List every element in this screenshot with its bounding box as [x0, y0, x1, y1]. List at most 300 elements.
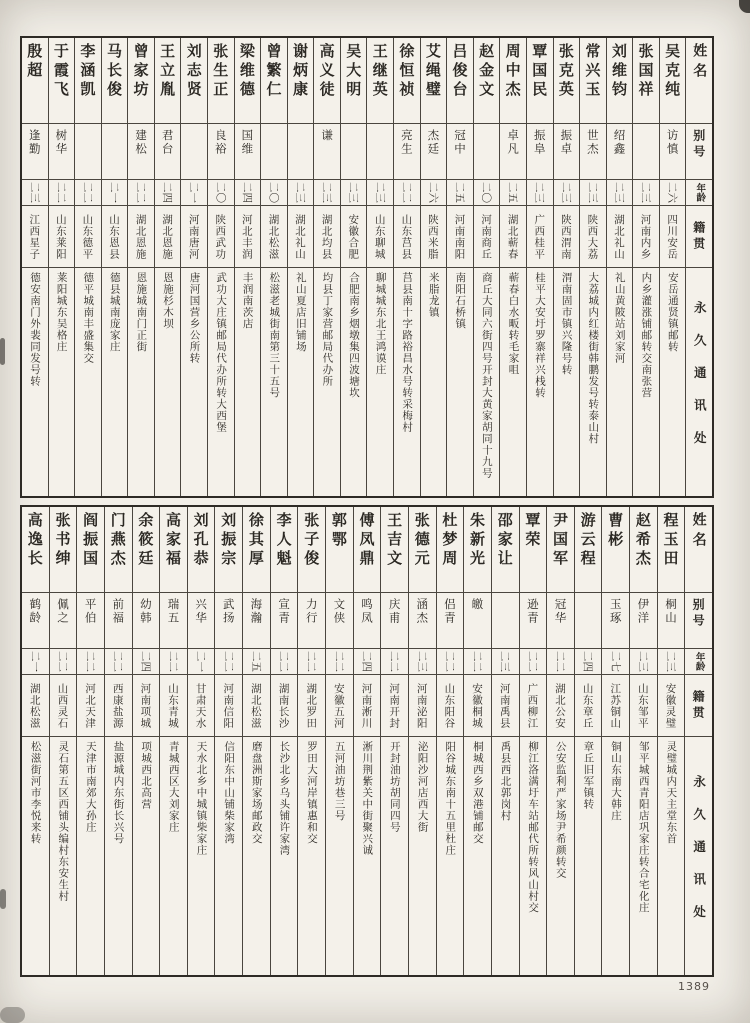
- person-alias: 伊洋: [636, 598, 651, 625]
- person-origin-cell: [421, 206, 447, 268]
- person-alias-cell: [630, 593, 657, 649]
- scan-artifact: [0, 1007, 25, 1023]
- person-name-cell: [500, 38, 526, 124]
- person-alias-cell: [271, 593, 298, 649]
- person-address: 德安南门外裴同发号转: [29, 272, 42, 387]
- scan-artifact: [739, 0, 750, 13]
- person-name-cell: [77, 507, 104, 593]
- person-address-cell: [520, 737, 547, 975]
- person-name-cell: [527, 38, 553, 124]
- person-alias-cell: [660, 124, 686, 180]
- person-age: 二四: [240, 182, 253, 203]
- person-origin: 河南开封: [388, 682, 401, 729]
- person-age-cell: [602, 649, 629, 675]
- person-origin: 河北丰润: [240, 213, 253, 260]
- person-address: 莒县南十字路裕昌水号转采梅村: [401, 272, 414, 433]
- person-address: 桐城西乡双港铺邮交: [471, 741, 484, 845]
- person-column: [446, 38, 473, 496]
- person-column: [420, 38, 447, 496]
- person-name: 张国祥: [636, 43, 655, 100]
- person-alias: 武扬: [221, 598, 236, 625]
- person-name: 于霞飞: [51, 43, 70, 100]
- person-address: 丰润南茨店: [241, 272, 254, 330]
- person-age: 二二: [553, 651, 566, 672]
- person-origin-cell: [105, 675, 132, 737]
- person-origin-cell: [527, 206, 553, 268]
- person-origin-cell: [314, 206, 340, 268]
- person-origin: 陕西武功: [214, 213, 227, 260]
- person-origin: 湖北松滋: [267, 213, 280, 260]
- person-origin: 湖北蕲春: [506, 213, 519, 260]
- person-address: 商丘大同六街四号开封大黄家胡同十九号: [480, 272, 493, 479]
- person-origin: 陕西渭南: [559, 213, 572, 260]
- person-origin-cell: [437, 675, 464, 737]
- person-age-cell: [447, 180, 473, 206]
- person-name: 张子俊: [302, 512, 321, 569]
- person-origin-cell: [326, 675, 353, 737]
- person-name: 张德元: [412, 512, 431, 569]
- person-age: 二一: [28, 651, 41, 672]
- person-address: 开封油坊胡同四号: [388, 741, 401, 833]
- person-address-cell: [235, 268, 261, 496]
- person-name-cell: [580, 38, 606, 124]
- person-column: [463, 507, 491, 975]
- person-name-cell: [341, 38, 367, 124]
- person-origin: 山东莱阳: [54, 213, 67, 260]
- person-address-cell: [607, 268, 633, 496]
- header-alias-cell: [685, 593, 712, 649]
- person-name: 殷超: [25, 43, 44, 81]
- person-alias: 皦: [470, 598, 485, 612]
- person-column: [207, 38, 234, 496]
- person-origin: 湖北松滋: [249, 682, 262, 729]
- person-address: 章丘旧军镇转: [582, 741, 595, 810]
- person-origin-cell: [160, 675, 187, 737]
- header-name-cell: [686, 38, 712, 124]
- person-name: 曾繁仁: [264, 43, 283, 100]
- person-age-cell: [527, 180, 553, 206]
- person-address: 柳江洛满圩车站邮代所转风山村交: [527, 741, 540, 914]
- person-column: [48, 38, 75, 496]
- person-origin: 广西桂平: [533, 213, 546, 260]
- person-name-cell: [354, 507, 381, 593]
- person-name: 余筱廷: [136, 512, 155, 569]
- person-address-cell: [160, 737, 187, 975]
- person-age-cell: [22, 180, 48, 206]
- person-age: 二三: [533, 182, 546, 203]
- person-name-cell: [235, 38, 261, 124]
- person-name-cell: [658, 507, 685, 593]
- person-column: [313, 38, 340, 496]
- person-address: 德县城南庞家庄: [108, 272, 121, 353]
- person-name: 高义徒: [317, 43, 336, 100]
- person-name: 程玉田: [661, 512, 680, 569]
- person-name-cell: [492, 507, 519, 593]
- column-header-origin: 籍贯: [691, 689, 706, 722]
- person-alias: 平伯: [83, 598, 98, 625]
- person-alias-cell: [128, 124, 154, 180]
- person-column: [408, 507, 436, 975]
- person-alias-cell: [607, 124, 633, 180]
- person-age-cell: [630, 649, 657, 675]
- person-origin: 陕西大荔: [586, 213, 599, 260]
- person-alias-cell: [188, 593, 215, 649]
- person-address: 南阳石桥镇: [454, 272, 467, 330]
- header-origin-cell: [686, 206, 712, 268]
- person-alias: 鹤龄: [28, 598, 43, 625]
- person-origin: 山东聊城: [373, 213, 386, 260]
- person-alias: 力行: [304, 598, 319, 625]
- person-name: 艾绳璧: [423, 43, 442, 100]
- header-column: [685, 38, 712, 496]
- person-age: 二五: [506, 182, 519, 203]
- person-address: 大荔城内红楼街韩鹏发号转泰山村: [587, 272, 600, 445]
- person-alias-cell: [520, 593, 547, 649]
- person-name: 覃国民: [530, 43, 549, 100]
- person-name: 刘维钧: [609, 43, 628, 100]
- person-origin: 湖北礼山: [612, 213, 625, 260]
- person-alias-cell: [181, 124, 207, 180]
- person-origin-cell: [181, 206, 207, 268]
- person-alias: 兴华: [194, 598, 209, 625]
- person-name-cell: [394, 38, 420, 124]
- person-address-cell: [527, 268, 553, 496]
- person-age-cell: [50, 649, 77, 675]
- person-age-cell: [235, 180, 261, 206]
- person-address-cell: [326, 737, 353, 975]
- person-name: 徐恒祯: [397, 43, 416, 100]
- person-name: 徐其厚: [246, 512, 265, 569]
- person-alias-cell: [105, 593, 132, 649]
- person-name: 张生正: [211, 43, 230, 100]
- person-name: 吴大明: [344, 43, 363, 100]
- person-alias: 良裕: [213, 129, 228, 156]
- person-column: [187, 507, 215, 975]
- person-column: [606, 38, 633, 496]
- person-alias: 杰廷: [426, 129, 441, 156]
- person-age: 二三: [636, 651, 649, 672]
- person-name-cell: [554, 38, 580, 124]
- column-header-name: 姓名: [691, 43, 708, 83]
- person-name: 覃荣: [523, 512, 542, 550]
- person-origin-cell: [188, 675, 215, 737]
- person-origin-cell: [474, 206, 500, 268]
- person-name: 常兴玉: [583, 43, 602, 100]
- person-address: 磨盘洲斯家场邮政交: [250, 741, 263, 845]
- person-origin: 河南商丘: [480, 213, 493, 260]
- person-name-cell: [102, 38, 128, 124]
- person-alias: 世杰: [585, 129, 600, 156]
- person-age: 二三: [415, 651, 428, 672]
- person-alias: 玉琢: [608, 598, 623, 625]
- person-origin-cell: [409, 675, 436, 737]
- person-age: 二四: [161, 182, 174, 203]
- person-alias: 君台: [160, 129, 175, 156]
- person-alias: 桐山: [664, 598, 679, 625]
- person-alias-cell: [133, 593, 160, 649]
- person-age-cell: [314, 180, 340, 206]
- person-alias: 佩之: [55, 598, 70, 625]
- person-address: 均县丁家营邮局代办所: [321, 272, 334, 387]
- person-address-cell: [105, 737, 132, 975]
- person-origin-cell: [630, 675, 657, 737]
- person-age: 二三: [347, 182, 360, 203]
- person-origin-cell: [128, 206, 154, 268]
- person-name: 曾家坊: [131, 43, 150, 100]
- person-age-cell: [633, 180, 659, 206]
- person-origin: 河南唐河: [187, 213, 200, 260]
- person-address: 邹平城西青阳店巩家庄转合宅化庄: [637, 741, 650, 914]
- person-age-cell: [22, 649, 49, 675]
- person-address-cell: [22, 737, 49, 975]
- person-address-cell: [464, 737, 491, 975]
- person-age-cell: [155, 180, 181, 206]
- person-age: 二三: [586, 182, 599, 203]
- person-alias-cell: [77, 593, 104, 649]
- person-age: 二二: [222, 651, 235, 672]
- person-alias-cell: [381, 593, 408, 649]
- person-origin: 江西星子: [28, 213, 41, 260]
- person-alias-cell: [50, 593, 77, 649]
- person-name-cell: [50, 507, 77, 593]
- person-name: 阎振国: [81, 512, 100, 569]
- person-age: 二一: [194, 651, 207, 672]
- person-name-cell: [288, 38, 314, 124]
- person-origin-cell: [354, 675, 381, 737]
- person-alias: 侣青: [442, 598, 457, 625]
- person-address: 灵石第五区西铺头编村东安生村: [57, 741, 70, 902]
- person-address-cell: [492, 737, 519, 975]
- person-column: [76, 507, 104, 975]
- person-origin-cell: [341, 206, 367, 268]
- person-address-cell: [271, 737, 298, 975]
- person-alias-cell: [633, 124, 659, 180]
- person-alias-cell: [527, 124, 553, 180]
- person-name-cell: [181, 38, 207, 124]
- person-column: [601, 507, 629, 975]
- person-age-cell: [492, 649, 519, 675]
- person-origin: 湖北恩施: [134, 213, 147, 260]
- person-address: 铜山东南大韩庄: [610, 741, 623, 822]
- person-age-cell: [500, 180, 526, 206]
- person-column: [632, 38, 659, 496]
- person-origin: 河北天津: [84, 682, 97, 729]
- person-address: 礼山夏店旧铺场: [294, 272, 307, 353]
- person-origin-cell: [133, 675, 160, 737]
- person-address-cell: [243, 737, 270, 975]
- person-age-cell: [128, 180, 154, 206]
- person-address: 信阳东中山铺柴家湾: [223, 741, 236, 845]
- person-name-cell: [381, 507, 408, 593]
- person-alias: 前福: [111, 598, 126, 625]
- person-origin-cell: [554, 206, 580, 268]
- person-alias-cell: [102, 124, 128, 180]
- person-age: 二三: [559, 182, 572, 203]
- person-age: 二二: [134, 182, 147, 203]
- person-address-cell: [261, 268, 287, 496]
- person-alias: 卓凡: [506, 129, 521, 156]
- person-address: 恩施杉木坝: [161, 272, 174, 330]
- person-alias-cell: [155, 124, 181, 180]
- person-age-cell: [520, 649, 547, 675]
- person-address: 聊城城东北王鸿谟庄: [374, 272, 387, 376]
- person-column: [180, 38, 207, 496]
- person-alias-cell: [288, 124, 314, 180]
- person-origin-cell: [547, 675, 574, 737]
- person-column: [297, 507, 325, 975]
- person-age: 二〇: [267, 182, 280, 203]
- person-age: 二〇: [214, 182, 227, 203]
- person-alias: 文侠: [332, 598, 347, 625]
- person-age: 二二: [332, 651, 345, 672]
- person-age: 二三: [320, 182, 333, 203]
- person-name: 王吉文: [385, 512, 404, 569]
- person-address-cell: [341, 268, 367, 496]
- person-origin-cell: [243, 675, 270, 737]
- person-origin: 广西柳江: [526, 682, 539, 729]
- column-header-age: 年龄: [693, 652, 705, 671]
- person-age: 二四: [139, 651, 152, 672]
- person-age-cell: [208, 180, 234, 206]
- person-name-cell: [128, 38, 154, 124]
- person-address-cell: [500, 268, 526, 496]
- person-age-cell: [75, 180, 101, 206]
- person-age: 二二: [277, 651, 290, 672]
- person-address: 渭南固市镇兴隆号转: [560, 272, 573, 376]
- person-address-cell: [155, 268, 181, 496]
- column-header-alias: 别号: [691, 598, 706, 630]
- person-name-cell: [660, 38, 686, 124]
- person-column: [49, 507, 77, 975]
- person-age: 二四: [581, 651, 594, 672]
- person-age-cell: [660, 180, 686, 206]
- person-name-cell: [105, 507, 132, 593]
- person-address: 禹县西北郭岗村: [499, 741, 512, 822]
- person-name-cell: [133, 507, 160, 593]
- person-origin-cell: [77, 675, 104, 737]
- person-name-cell: [447, 38, 473, 124]
- person-origin: 湖南长沙: [277, 682, 290, 729]
- person-origin: 湖北礼山: [294, 213, 307, 260]
- person-name-cell: [437, 507, 464, 593]
- person-origin: 江苏铜山: [609, 682, 622, 729]
- person-alias-cell: [500, 124, 526, 180]
- person-alias: 庆甫: [387, 598, 402, 625]
- person-name-cell: [188, 507, 215, 593]
- person-age-cell: [288, 180, 314, 206]
- person-name: 周中杰: [503, 43, 522, 100]
- person-age-cell: [105, 649, 132, 675]
- person-name-cell: [160, 507, 187, 593]
- person-origin: 安徽五河: [332, 682, 345, 729]
- person-age-cell: [437, 649, 464, 675]
- person-origin: 河南项城: [139, 682, 152, 729]
- person-name-cell: [22, 507, 49, 593]
- person-name: 张克英: [556, 43, 575, 100]
- person-address-cell: [421, 268, 447, 496]
- person-age-cell: [354, 649, 381, 675]
- person-age-cell: [554, 180, 580, 206]
- column-header-address: 永久通讯处: [692, 300, 708, 464]
- person-age: 二二: [81, 182, 94, 203]
- person-origin: 河南泌阳: [415, 682, 428, 729]
- person-address-cell: [630, 737, 657, 975]
- person-age: 二三: [498, 651, 511, 672]
- person-origin-cell: [658, 675, 685, 737]
- person-column: [22, 38, 48, 496]
- person-alias: 振阜: [532, 129, 547, 156]
- person-name: 赵金文: [477, 43, 496, 100]
- person-address-cell: [102, 268, 128, 496]
- person-alias-cell: [75, 124, 101, 180]
- person-age-cell: [326, 649, 353, 675]
- person-age-cell: [261, 180, 287, 206]
- person-origin: 甘肃天水: [194, 682, 207, 729]
- person-age: 二五: [453, 182, 466, 203]
- person-age: 二三: [294, 182, 307, 203]
- person-age: 二二: [54, 182, 67, 203]
- person-alias-cell: [341, 124, 367, 180]
- person-age: 二一: [187, 182, 200, 203]
- person-address: 盐源城内东街长兴号: [112, 741, 125, 845]
- person-alias-cell: [554, 124, 580, 180]
- person-age: 二二: [526, 651, 539, 672]
- person-origin: 山东德平: [81, 213, 94, 260]
- person-alias-cell: [437, 593, 464, 649]
- person-column: [657, 507, 685, 975]
- person-alias-cell: [658, 593, 685, 649]
- person-address: 唐河国营乡公所转: [188, 272, 201, 364]
- person-alias-cell: [235, 124, 261, 180]
- column-header-address: 永久通讯处: [691, 774, 707, 938]
- person-address-cell: [354, 737, 381, 975]
- person-age: 二三: [664, 651, 677, 672]
- person-address: 德平城南丰盛集交: [82, 272, 95, 364]
- person-origin: 河南信阳: [222, 682, 235, 729]
- person-address-cell: [474, 268, 500, 496]
- person-address-cell: [381, 737, 408, 975]
- scan-artifact: [0, 338, 5, 365]
- person-column: [260, 38, 287, 496]
- person-alias-cell: [394, 124, 420, 180]
- person-name-cell: [243, 507, 270, 593]
- person-name-cell: [474, 38, 500, 124]
- person-alias: 涵杰: [415, 598, 430, 625]
- person-name-cell: [520, 507, 547, 593]
- column-header-alias: 别号: [691, 129, 706, 161]
- person-origin-cell: [22, 206, 48, 268]
- person-name-cell: [22, 38, 48, 124]
- person-origin: 湖北罗田: [305, 682, 318, 729]
- person-alias: 绍鑫: [612, 129, 627, 156]
- person-address: 泌阳沙河店西大街: [416, 741, 429, 833]
- header-age-cell: [685, 649, 712, 675]
- person-alias-cell: [474, 124, 500, 180]
- person-alias: 建松: [134, 129, 149, 156]
- person-address-cell: [580, 268, 606, 496]
- person-origin-cell: [575, 675, 602, 737]
- person-address: 恩施城南门正街: [135, 272, 148, 353]
- person-name: 高逸长: [25, 512, 44, 569]
- person-origin-cell: [155, 206, 181, 268]
- person-alias-cell: [464, 593, 491, 649]
- person-age: 二二: [471, 651, 484, 672]
- person-address-cell: [575, 737, 602, 975]
- person-alias: 鸣凤: [359, 598, 374, 625]
- person-origin-cell: [50, 675, 77, 737]
- person-alias-cell: [580, 124, 606, 180]
- person-address-cell: [547, 737, 574, 975]
